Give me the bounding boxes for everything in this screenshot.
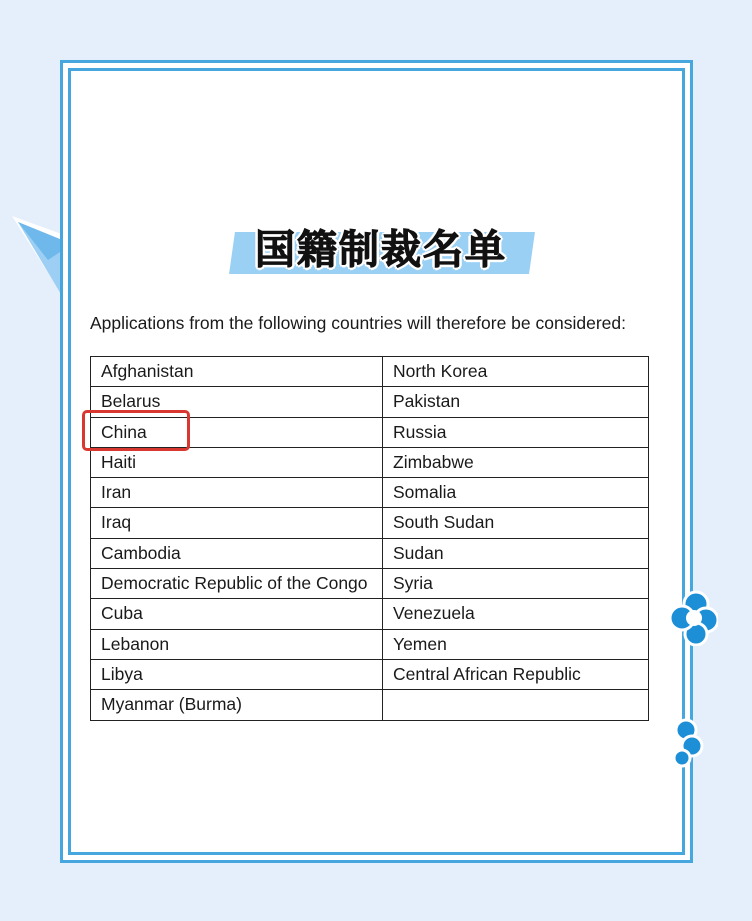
table-cell: Iraq <box>91 508 383 538</box>
flower-decoration-icon <box>666 716 706 768</box>
table-cell: Russia <box>383 417 649 447</box>
table-cell: China <box>91 417 383 447</box>
table-cell: Libya <box>91 659 383 689</box>
title-block <box>226 212 536 278</box>
table-cell: Cuba <box>91 599 383 629</box>
intro-text: Applications from the following countries will therefore be considered: <box>90 313 626 333</box>
table-row <box>91 629 649 659</box>
table-cell: Haiti <box>91 447 383 477</box>
page-title: 国籍制裁名单 <box>255 227 507 273</box>
table-cell: Syria <box>383 569 649 599</box>
table-cell: Pakistan <box>383 387 649 417</box>
table-cell <box>383 690 649 720</box>
table-row <box>91 690 649 720</box>
table-cell: Democratic Republic of the Congo <box>91 569 383 599</box>
table-row <box>91 357 649 387</box>
table-cell: Venezuela <box>383 599 649 629</box>
table-row <box>91 659 649 689</box>
table-cell: North Korea <box>383 357 649 387</box>
table-cell: Somalia <box>383 478 649 508</box>
table-cell: Lebanon <box>91 629 383 659</box>
table-cell: Sudan <box>383 538 649 568</box>
table-cell: South Sudan <box>383 508 649 538</box>
table-row <box>91 599 649 629</box>
table-row <box>91 478 649 508</box>
table-row <box>91 447 649 477</box>
table-cell: Yemen <box>383 629 649 659</box>
table-cell: Afghanistan <box>91 357 383 387</box>
flower-decoration-icon <box>666 588 718 646</box>
table-row <box>91 538 649 568</box>
table-cell: Iran <box>91 478 383 508</box>
table-cell: Central African Republic <box>383 659 649 689</box>
table-cell: Zimbabwe <box>383 447 649 477</box>
highlight-box-china <box>82 410 190 451</box>
table-cell: Cambodia <box>91 538 383 568</box>
table-row <box>91 508 649 538</box>
table-cell: Belarus <box>91 387 383 417</box>
table-cell: Myanmar (Burma) <box>91 690 383 720</box>
table-row <box>91 569 649 599</box>
